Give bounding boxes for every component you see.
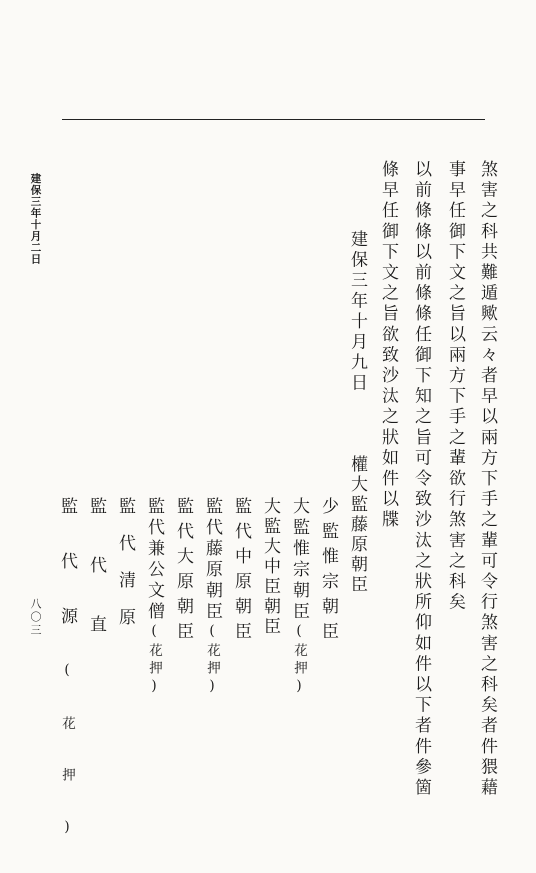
page-number: 八〇三 <box>29 598 42 637</box>
official-name: 兼公文僧 <box>144 539 164 623</box>
official-name: 清原 <box>115 571 135 645</box>
kao-mark: (花押) <box>291 623 307 698</box>
running-head: 建保三年十月二日 <box>29 173 42 265</box>
official-title: 監代 <box>173 497 193 547</box>
body-line-1: 煞害之科共難遁歟云々者早以兩方下手之輩可令行煞害之科矣者件猥藉 <box>477 160 497 799</box>
official-title: 監代 <box>202 497 222 539</box>
official-title: 監代 <box>231 497 251 547</box>
document-date: 建保三年十月九日 <box>347 230 367 394</box>
official-title: 大監 <box>289 497 309 539</box>
official-5 <box>232 497 249 647</box>
kao-mark: (花押) <box>59 662 75 873</box>
official-2 <box>319 497 336 647</box>
official-name: 惟宗朝臣 <box>318 547 338 647</box>
official-name: 大原朝臣 <box>173 547 193 647</box>
official-9 <box>116 497 133 645</box>
kao-mark: (花押) <box>204 623 220 698</box>
official-title: 少監 <box>318 497 338 547</box>
official-title: 監代 <box>115 497 135 571</box>
body-line-4: 條早任御下文之旨欲致沙汰之狀如件以牒 <box>378 160 398 531</box>
body-line-2: 事早任御下文之旨以兩方下手之輩欲行煞害之科矣 <box>445 160 465 614</box>
official-title: 監代 <box>144 497 164 539</box>
official-3 <box>290 497 307 698</box>
official-8 <box>145 497 162 698</box>
official-title: 監代 <box>57 497 77 607</box>
body-line-3: 以前條條以前條條任御下知之旨可令致沙汰之狀所仰如件以下者件參箇 <box>411 160 431 799</box>
official-7 <box>174 497 191 647</box>
official-11 <box>58 497 75 873</box>
official-6 <box>203 497 220 698</box>
official-name: 直 <box>86 615 106 674</box>
official-name: 源 <box>57 607 77 662</box>
official-name: 藤原朝臣 <box>347 515 367 595</box>
official-10 <box>87 497 104 674</box>
official-title: 監代 <box>86 497 106 615</box>
header-rule <box>62 119 485 120</box>
official-title: 大監 <box>260 497 280 537</box>
kao-mark: (花押) <box>146 623 162 698</box>
official-name: 惟宗朝臣 <box>289 539 309 623</box>
official-name: 中原朝臣 <box>231 547 251 647</box>
official-name: 大中臣朝臣 <box>260 537 280 637</box>
official-name: 藤原朝臣 <box>202 539 222 623</box>
official-title: 權大監 <box>347 455 367 515</box>
official-1 <box>348 455 365 595</box>
official-4 <box>261 497 278 637</box>
